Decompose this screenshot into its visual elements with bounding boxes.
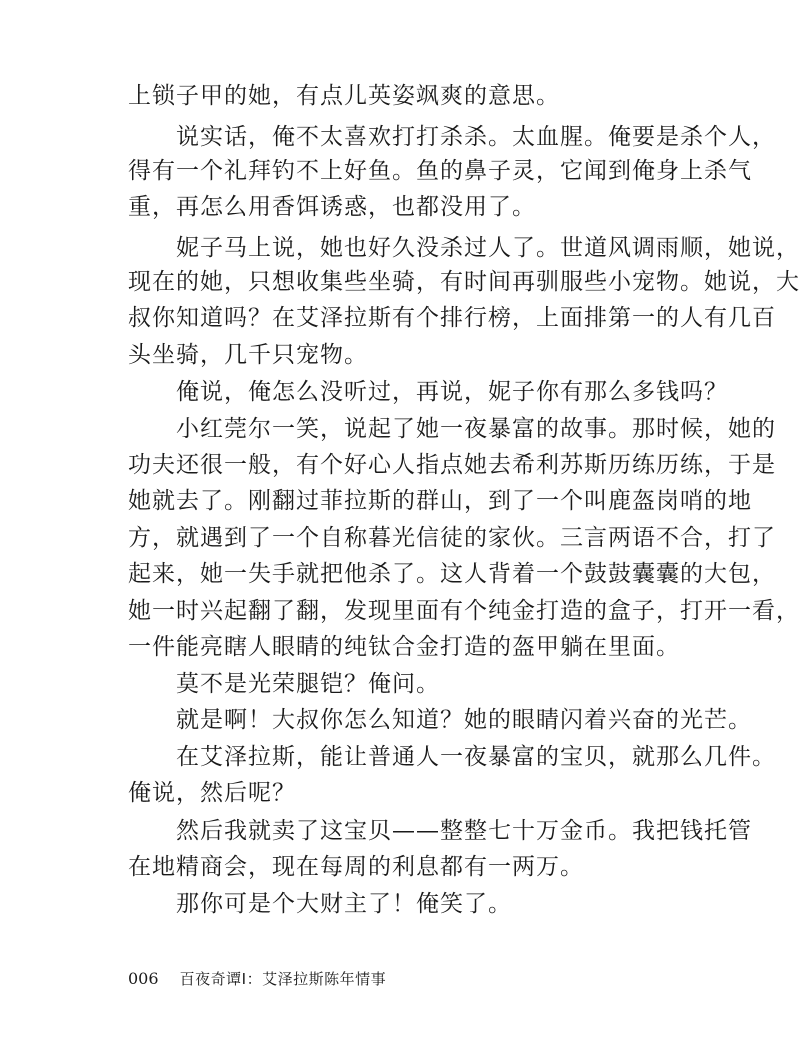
text-line: 起来，她一失手就把他杀了。这人背着一个鼓鼓囊囊的大包， bbox=[128, 561, 776, 587]
text-line: 说实话，俺不太喜欢打打杀杀。太血腥。俺要是杀个人， bbox=[128, 124, 776, 150]
text-line: 头坐骑，几千只宠物。 bbox=[128, 342, 368, 368]
running-title: 百夜奇谭Ⅰ：艾泽拉斯陈年情事 bbox=[179, 970, 387, 988]
text-line: 功夫还很一般，有个好心人指点她去希利苏斯历练历练，于是 bbox=[128, 452, 776, 478]
text-line: 现在的她，只想收集些坐骑，有时间再驯服些小宠物。她说，大 bbox=[128, 269, 800, 295]
text-line: 俺说，俺怎么没听过，再说，妮子你有那么多钱吗？ bbox=[128, 379, 728, 405]
text-line: 她就去了。刚翻过菲拉斯的群山，到了一个叫鹿盔岗哨的地 bbox=[128, 488, 752, 514]
text-line: 方，就遇到了一个自称暮光信徒的家伙。三言两语不合，打了 bbox=[128, 525, 776, 551]
text-line: 莫不是光荣腿铠？俺问。 bbox=[128, 671, 440, 697]
text-line: 就是啊！大叔你怎么知道？她的眼睛闪着兴奋的光芒。 bbox=[128, 707, 752, 733]
text-line: 上锁子甲的她，有点儿英姿飒爽的意思。 bbox=[128, 83, 560, 109]
text-line: 她一时兴起翻了翻，发现里面有个纯金打造的盒子，打开一看， bbox=[128, 598, 800, 624]
text-line: 在艾泽拉斯，能让普通人一夜暴富的宝贝，就那么几件。 bbox=[128, 744, 776, 770]
text-line: 一件能亮瞎人眼睛的纯钛合金打造的盔甲躺在里面。 bbox=[128, 634, 680, 660]
text-line: 叔你知道吗？在艾泽拉斯有个排行榜，上面排第一的人有几百 bbox=[128, 305, 776, 331]
page-footer bbox=[128, 967, 386, 991]
text-line: 俺说，然后呢？ bbox=[128, 780, 296, 806]
text-line: 那你可是个大财主了！俺笑了。 bbox=[128, 891, 512, 917]
text-line: 然后我就卖了这宝贝——整整七十万金币。我把钱托管 bbox=[128, 818, 752, 844]
text-line: 小红莞尔一笑，说起了她一夜暴富的故事。那时候，她的 bbox=[128, 416, 776, 442]
text-line: 得有一个礼拜钓不上好鱼。鱼的鼻子灵，它闻到俺身上杀气 bbox=[128, 158, 752, 184]
text-line: 重，再怎么用香饵诱惑，也都没用了。 bbox=[128, 194, 536, 220]
text-line: 在地精商会，现在每周的利息都有一两万。 bbox=[128, 854, 584, 880]
text-line: 妮子马上说，她也好久没杀过人了。世道风调雨顺，她说， bbox=[128, 235, 800, 261]
page-number: 006 bbox=[128, 969, 159, 988]
